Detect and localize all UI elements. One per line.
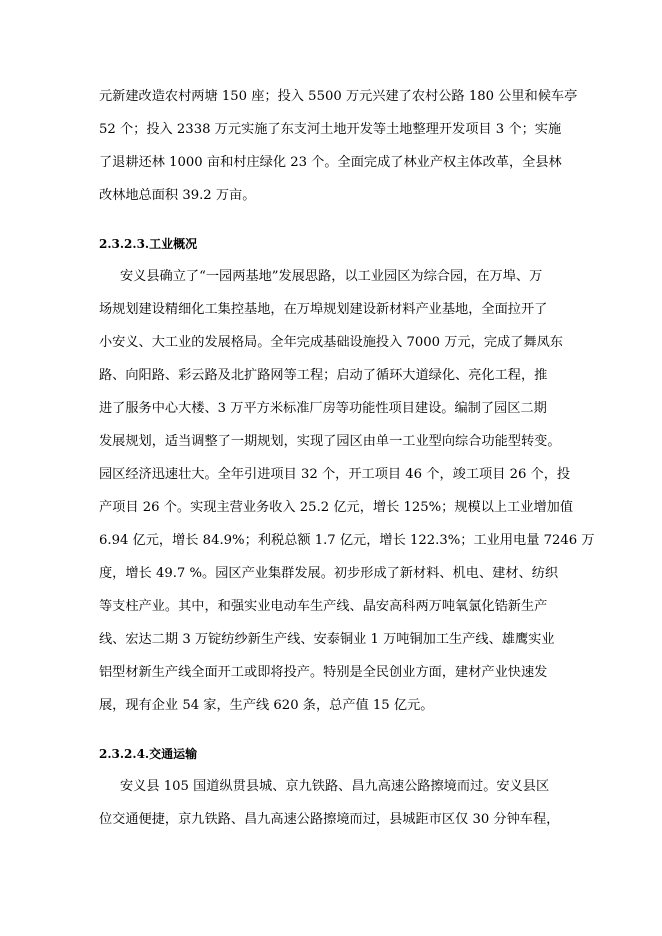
text-line: 小安义、大工业的发展格局。全年完成基础设施投入 7000 万元，完成了舞凤东 — [99, 335, 563, 350]
text-line: 等支柱产业。其中，和强实业电动车生产线、晶安高科两万吨氧氯化锆新生产 — [99, 599, 548, 614]
text-line: 路、向阳路、彩云路及北扩路网等工程；启动了循环大道绿化、亮化工程，推 — [99, 368, 548, 383]
text-line: 改林地总面积 39.2 万亩。 — [99, 188, 256, 203]
text-line: 进了服务中心大楼、3 万平方米标准厂房等功能性项目建设。编制了园区二期 — [99, 401, 547, 416]
text-line: 安义县确立了“一园两基地”发展思路，以工业园区为综合园，在万埠、万 — [120, 269, 543, 284]
text-line: 园区经济迅速壮大。全年引进项目 32 个，开工项目 46 个，竣工项目 26 个，投 — [99, 467, 571, 482]
text-line: 度，增长 49.7 %。园区产业集群发展。初步形成了新材料、机电、建材、纺织 — [99, 566, 559, 581]
text-line: 发展规划，适当调整了一期规划，实现了园区由单一工业型向综合功能型转变。 — [99, 434, 561, 449]
text-line: 展，现有企业 54 家，生产线 620 条，总产值 15 亿元。 — [99, 698, 434, 713]
text-line: 6.94 亿元，增长 84.9%；利税总额 1.7 亿元，增长 122.3%；工业用电量 7246 万 — [99, 533, 595, 548]
text-line: 铝型材新生产线全面开工或即将投产。特别是全民创业方面，建材产业快速发 — [99, 665, 548, 680]
text-line: 线、宏达二期 3 万锭纺纱新生产线、安泰铜业 1 万吨铜加工生产线、雄鹰实业 — [99, 632, 555, 647]
section-heading: 2.3.2.4.交通运输 — [99, 747, 198, 761]
text-line: 安义县 105 国道纵贯县城、京九铁路、昌九高速公路擦境而过。安义县区 — [120, 779, 550, 794]
text-line: 场规划建设精细化工集控基地，在万埠规划建设新材料产业基地，全面拉开了 — [99, 302, 548, 317]
text-line: 位交通便捷，京九铁路、昌九高速公路擦境而过，县城距市区仅 30 分钟车程， — [99, 812, 560, 827]
text-line: 了退耕还林 1000 亩和村庄绿化 23 个。全面完成了林业产权主体改革，全县林 — [99, 155, 562, 170]
text-line: 产项目 26 个。实现主营业务收入 25.2 亿元，增长 125%；规模以上工业增加值 — [99, 500, 574, 515]
text-line: 元新建改造农村两塘 150 座；投入 5500 万元兴建了农村公路 180 公里和候车亭 — [99, 89, 578, 104]
section-heading: 2.3.2.3.工业概况 — [99, 237, 198, 251]
text-line: 52 个；投入 2338 万元实施了东支河土地开发等土地整理开发项目 3 个；实施 — [99, 122, 562, 137]
